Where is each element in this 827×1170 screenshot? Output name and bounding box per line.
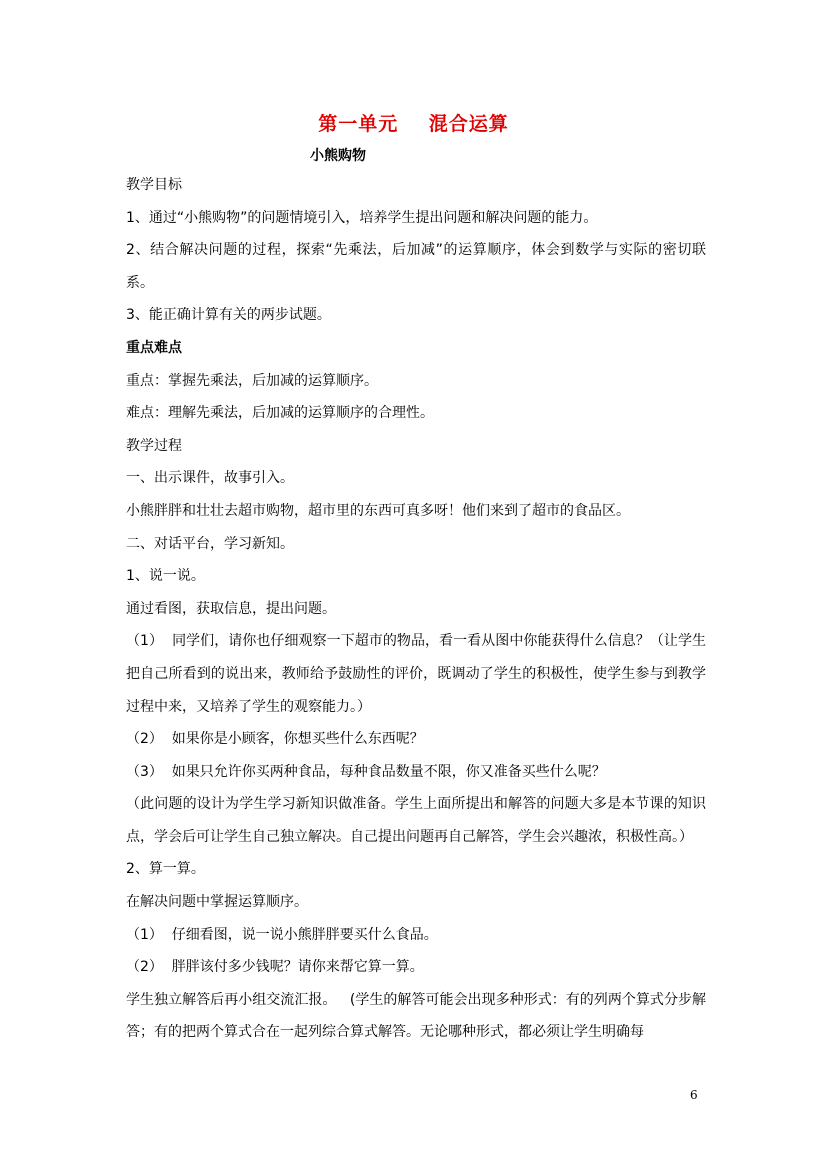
paragraph: 2、算一算。 — [126, 861, 205, 878]
paragraph: 在解决问题中掌握运算顺序。 — [126, 894, 308, 911]
paragraph: （2） 如果你是小顾客，你想买些什么东西呢？ — [126, 731, 424, 748]
paragraph: 3、能正确计算有关的两步试题。 — [126, 307, 331, 324]
page-number: 6 — [690, 1088, 698, 1102]
paragraph: 小熊胖胖和壮壮去超市购物，超市里的东西可真多呀！他们来到了超市的食品区。 — [126, 502, 630, 519]
paragraph: 1、说一说。 — [126, 568, 205, 585]
paragraph: 一、出示课件，故事引入。 — [126, 470, 294, 487]
paragraph: 2、结合解决问题的过程，探索“先乘法，后加减”的运算顺序，体会到数学与实际的密切联系。 — [126, 242, 706, 291]
paragraph: （此问题的设计为学生学习新知识做准备。学生上面所提出和解答的问题大多是本节课的知识点，学会后可让学生自己独立解决。自己提出问题再自己解答，学生会兴趣浓，积极性高。） — [126, 796, 706, 845]
paragraph: 学生独立解答后再小组交流汇报。 (学生的解答可能会出现多种形式：有的列两个算式分步解答；有的把两个算式合在一起列综合算式解答。无论哪种形式，都必须让学生明确每 — [126, 991, 706, 1041]
paragraph: （1） 同学们，请你也仔细观察一下超市的物品，看一看从图中你能获得什么信息？（让学生把自己所看到的说出来，教师给予鼓励性的评价，既调动了学生的积极性，使学生参与到教学过程中来，又培养了学生的观察能力。） — [126, 633, 706, 715]
paragraph: 二、对话平台，学习新知。 — [126, 535, 294, 552]
paragraph: （2） 胖胖该付多少钱呢？请你来帮它算一算。 — [126, 959, 424, 976]
paragraph: 重点难点 — [126, 339, 182, 356]
paragraph: （3） 如果只允许你买两种食品，每种食品数量不限，你又准备买些什么呢？ — [126, 763, 606, 780]
paragraph: 1、通过“小熊购物”的问题情境引入，培养学生提出问题和解决问题的能力。 — [126, 209, 598, 226]
paragraph: 通过看图，获取信息，提出问题。 — [126, 600, 336, 617]
paragraph: 教学目标 — [126, 177, 182, 193]
paragraph: 重点：掌握先乘法，后加减的运算顺序。 — [126, 372, 378, 389]
lesson-subtitle: 小熊购物 — [310, 148, 366, 164]
paragraph: 教学过程 — [126, 437, 182, 454]
page-title: 第一单元 混合运算 — [318, 113, 509, 135]
document-body — [126, 169, 706, 1049]
paragraph: （1） 仔细看图，说一说小熊胖胖要买什么食品。 — [126, 926, 438, 943]
paragraph: 难点：理解先乘法，后加减的运算顺序的合理性。 — [126, 405, 434, 422]
